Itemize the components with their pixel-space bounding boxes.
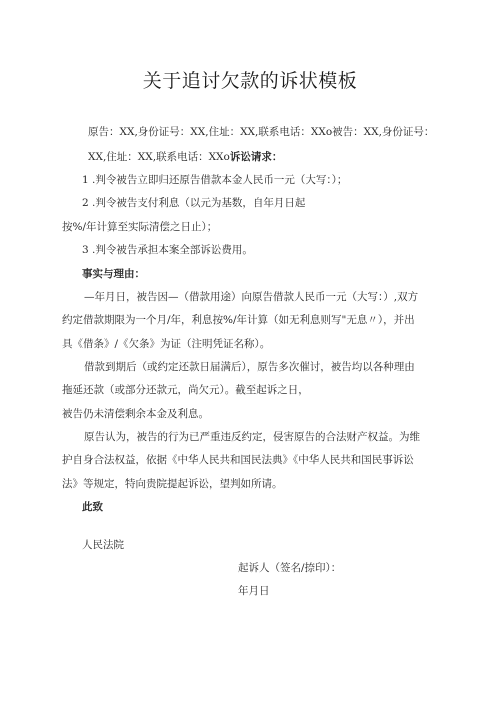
parties-line-1: 原告：XX,身份证号：XX,住址：XX,联系电话：XXo被告：XX,身份证号： <box>88 126 435 138</box>
fact-1-line-3: 具《借条》/《欠条》为证（注明凭证名称）。 <box>62 338 271 350</box>
fact-3-line-2: 护自身合法权益，依据《中华人民共和国民法典》《中华人民共和国民事诉讼 <box>62 454 414 466</box>
fact-3-line-3: 法》等规定，特向贵院提起诉讼，望判如所请。 <box>62 478 283 490</box>
fact-2-line-1: 借款到期后（或约定还款日届满后），原告多次催讨，被告均以各种理由 <box>84 361 415 373</box>
court-name: 人民法院 <box>82 539 124 551</box>
fact-1-line-1: —年月日，被告因—（借款用途）向原告借款人民币一元（大写：）,双方 <box>84 291 419 303</box>
closing: 此致 <box>82 501 103 513</box>
claim-1: 1 .判令被告立即归还原告借款本金人民币一元（大写：）； <box>82 174 348 186</box>
claim-3: 3 .判令被告承担本案全部诉讼费用。 <box>82 244 253 256</box>
document-title: 关于追讨欠款的诉状模板 <box>142 70 358 92</box>
claims-heading: 诉讼请求： <box>229 151 283 163</box>
claim-2-line-1: 2 .判令被告支付利息（以元为基数，自年月日起 <box>82 197 306 209</box>
fact-1-line-2: 约定借款期限为一个月/年，利息按%/年计算（如无利息则写"无息〃），并出 <box>62 314 415 326</box>
facts-heading: 事实与理由： <box>82 268 145 280</box>
fact-3-line-1: 原告认为，被告的行为已严重违反约定，侵害原告的合法财产权益。为维 <box>84 431 420 443</box>
signature-date: 年月日 <box>238 585 270 597</box>
parties-contact: XX,住址：XX,联系电话：XXo <box>88 151 230 163</box>
fact-2-line-3: 被告仍未清偿剩余本金及利息。 <box>62 408 209 420</box>
claim-2-line-2: 按%/年计算至实际清偿之日止）； <box>62 221 218 233</box>
plaintiff-signature: 起诉人（签名/捺印）： <box>238 562 342 574</box>
parties-line-2 <box>88 150 282 164</box>
fact-2-line-2: 拖延还款（或部分还款元，尚欠元）。截至起诉之日， <box>62 384 309 396</box>
